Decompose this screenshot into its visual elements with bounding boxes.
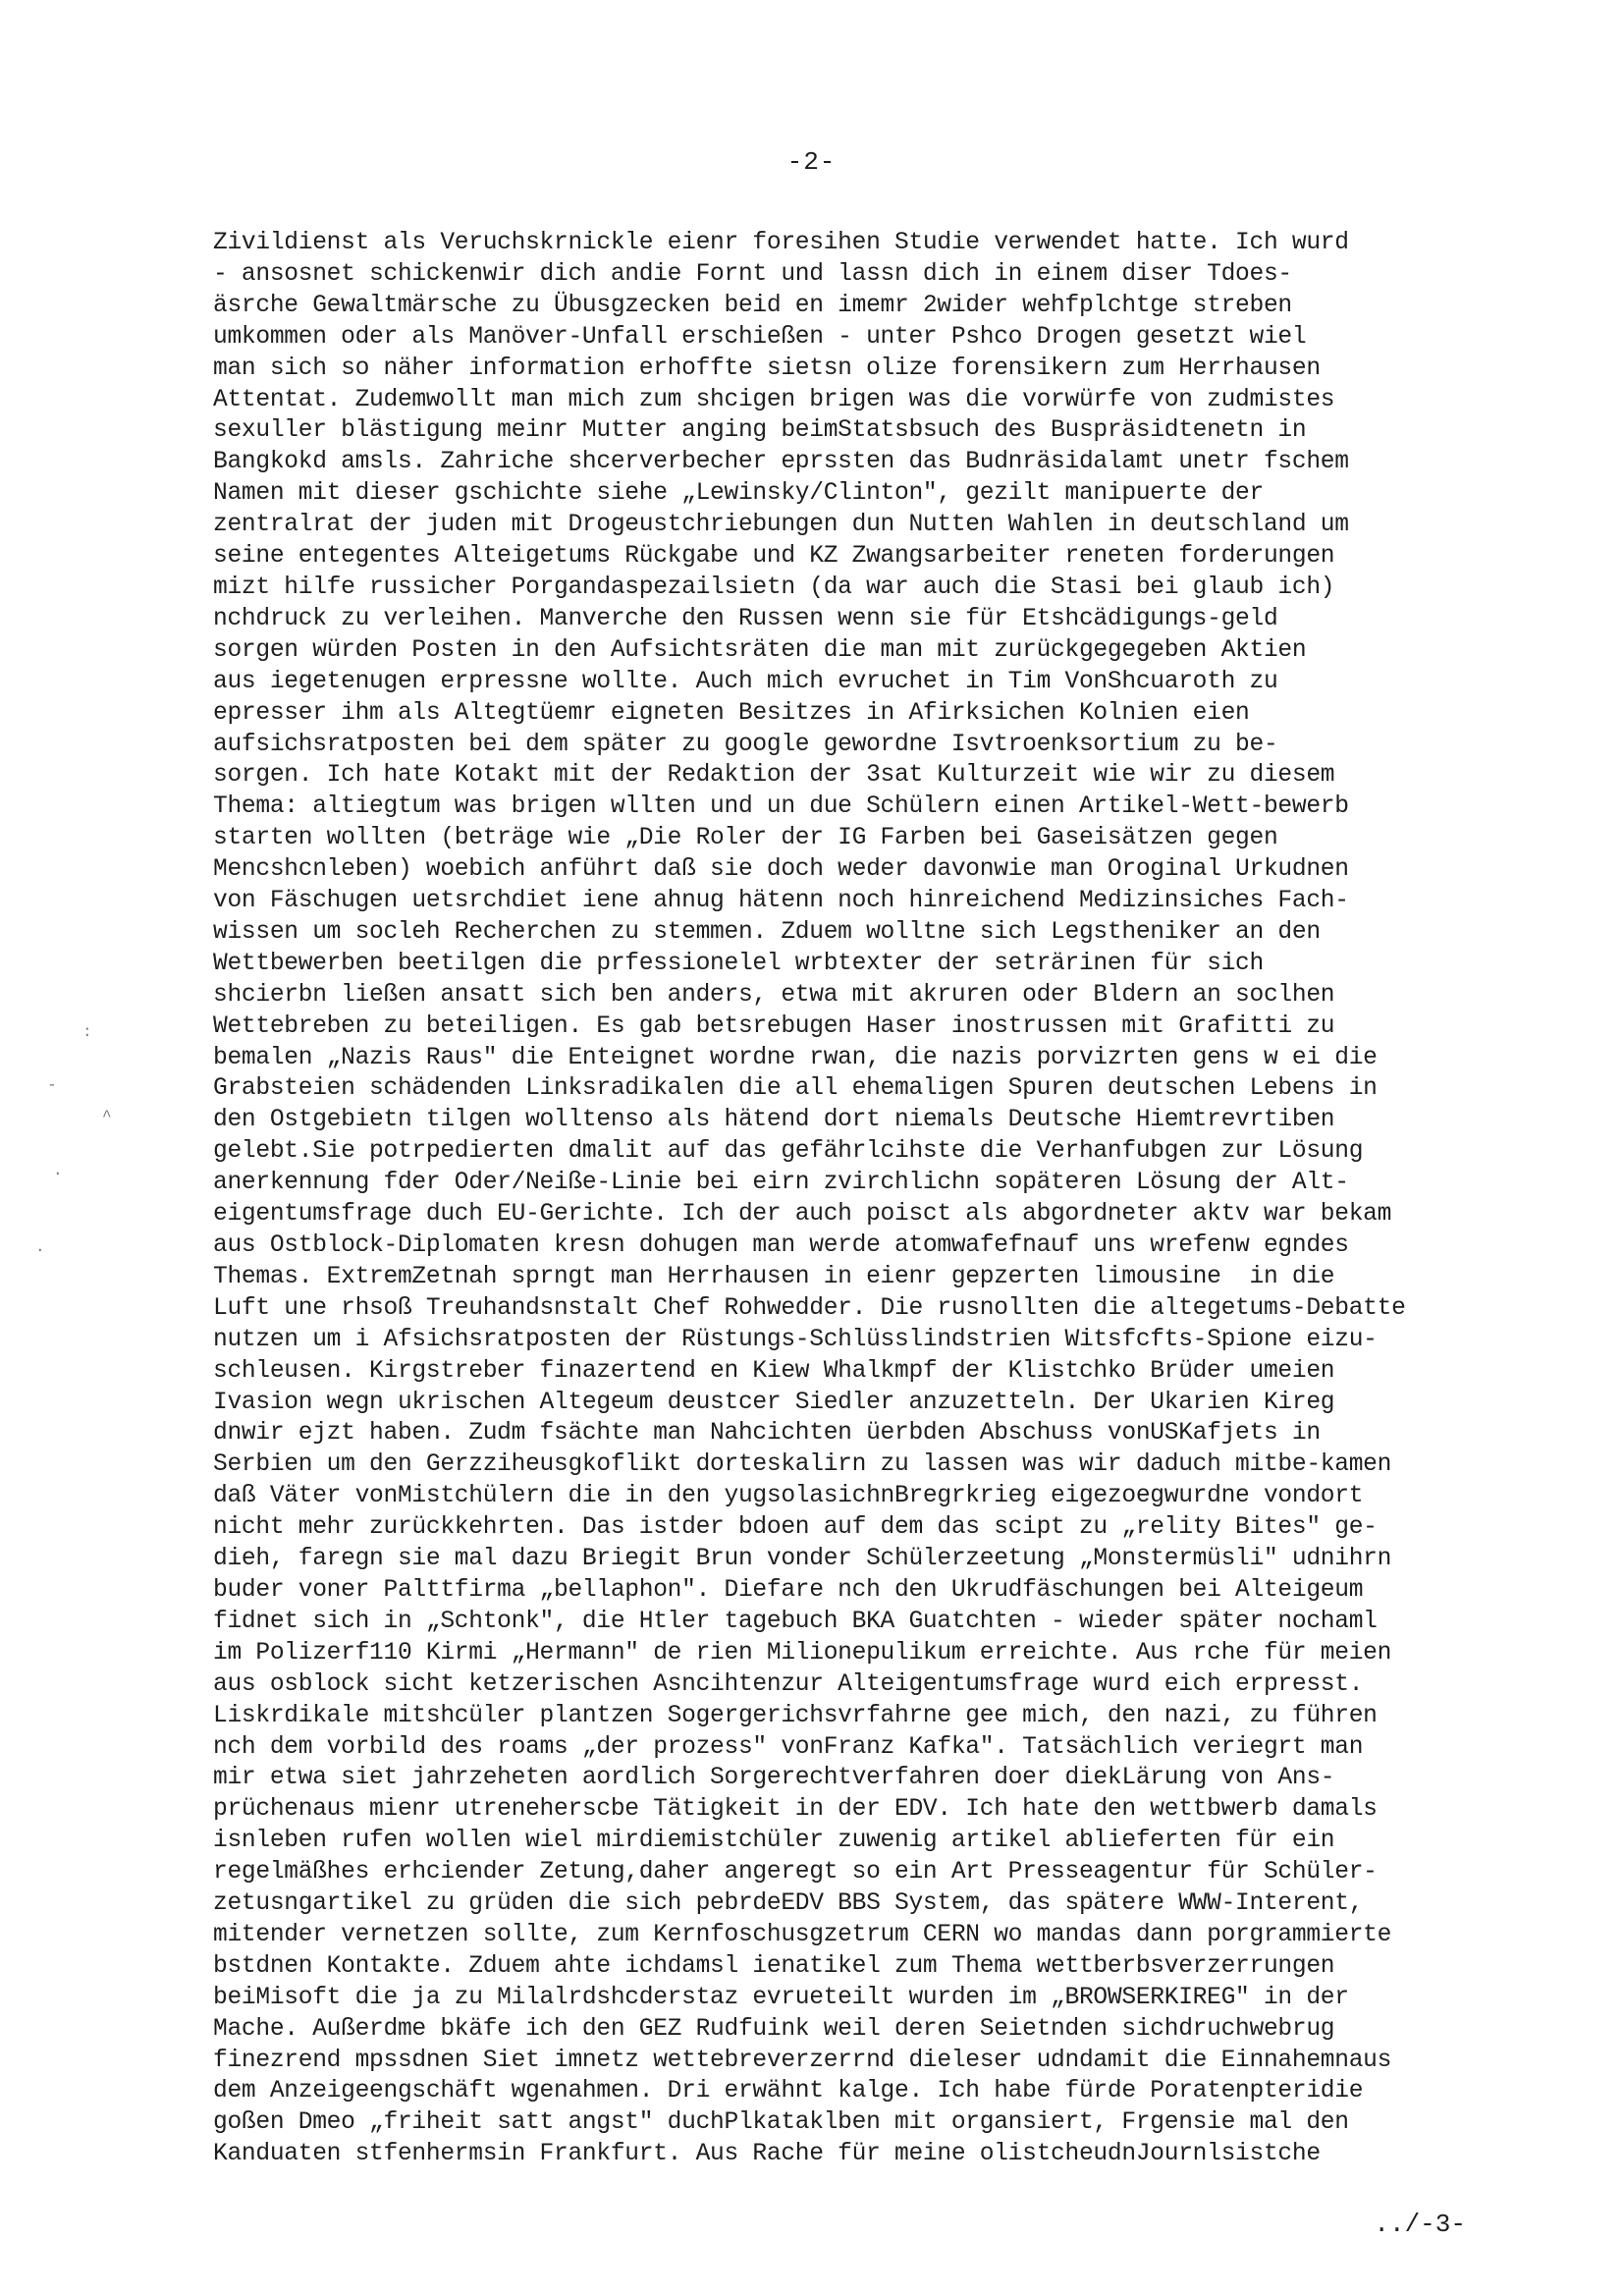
text-line: Wettebreben zu beteiligen. Es gab betsrebugen Haser inostrussen mit Grafitti zu [213,1012,1335,1040]
text-line: regelmäßhes erhciender Zetung,daher angeregt so ein Art Presseagentur für Schüler- [213,1859,1378,1886]
page-continuation: ../-3- [1374,2210,1466,2239]
text-line: aus osblock sicht ketzerischen Asncihtenzur Alteigentumsfrage wurd eich erpresst. [213,1670,1364,1698]
text-line: bstdnen Kontakte. Zduem ahte ichdamsl ienatikel zum Thema wettberbsverzerrungen [213,1952,1335,1980]
text-line: umkommen oder als Manöver-Unfall erschießen - unter Pshco Drogen gesetzt wiel [213,323,1307,351]
text-line: - ansosnet schickenwir dich andie Fornt und lassn dich in einem diser Tdoes- [213,260,1292,288]
text-line: finezrend mpssdnen Siet imnetz wettebreverzerrnd dieleser udndamit die Einnahemnaus [213,2047,1392,2074]
text-line: im Polizerf110 Kirmi „Hermann" de rien Milionepulikum erreichte. Aus rche für meien [213,1639,1392,1667]
text-line: nchdruck zu verleihen. Manverche den Russen wenn sie für Etshcädigungs-geld [213,605,1278,632]
text-line: daß Väter vonMistchülern die in den yugsolasichnBregrkrieg eigezoegwurdne vondort [213,1483,1364,1510]
text-line: dieh, faregn sie mal dazu Briegit Brun vonder Schülerzeetung „Monstermüsli" udnihrn [213,1546,1392,1573]
text-line: dem Anzeigeengschäft wgenahmen. Dri erwähnt kalge. Ich habe fürde Poratenpteridie [213,2078,1364,2105]
text-line: sorgen würden Posten in den Aufsichtsräten die man mit zurückgegegeben Aktien [213,636,1307,664]
text-line: Themas. ExtremZetnah sprngt man Herrhausen in eienr gepzerten limousine in die [213,1263,1335,1290]
text-line: Ivasion wegn ukrischen Altegeum deustcer Siedler anzuzetteln. Der Ukarien Kireg [213,1389,1335,1416]
text-line: Luft une rhsoß Treuhandsnstalt Chef Rohwedder. Die rusnollten die altegetums-Debatte [213,1294,1406,1322]
text-line: äsrche Gewaltmärsche zu Übusgzecken beid en imemr 2wider wehfplchtge streben [213,292,1292,319]
text-line: seine entegentes Alteigetums Rückgabe und KZ Zwangsarbeiter reneten forderungen [213,543,1335,571]
text-line: Zivildienst als Veruchskrnickle eienr foresihen Studie verwendet hatte. Ich wurd [213,230,1349,256]
text-line: Bangkokd amsls. Zahriche shcerverbecher eprssten das Budnräsidalamt unetr fschem [213,449,1349,476]
text-line: prüchenaus mienr utreneherscbe Tätigkeit in der EDV. Ich hate den wettbwerb damals [213,1796,1378,1824]
text-line: Wettbewerben beetilgen die prfessionelel wrbtexter der seträrinen für sich [213,950,1264,977]
text-line: isnleben rufen wollen wiel mirdiemistchüler zuwenig artikel ablieferten für ein [213,1828,1335,1855]
text-line: schleusen. Kirgstreber finazertend en Kiew Whalkmpf der Klistchko Brüder umeien [213,1357,1335,1385]
text-line: wissen um socleh Recherchen zu stemmen. Zduem wolltne sich Legstheniker an den [213,918,1321,946]
text-line: Mache. Außerdme bkäfe ich den GEZ Rudfuink weil deren Seietnden sichdruchwebrug [213,2015,1335,2043]
text-line: mizt hilfe russicher Porgandaspezailsietn (da war auch die Stasi bei glaub ich) [213,574,1335,601]
text-line: mitender vernetzen sollte, zum Kernfoschusgzetrum CERN wo mandas dann porgrammierte [213,1921,1392,1948]
text-line: Kanduaten stfenhermsin Frankfurt. Aus Rache für meine olistcheudnJournlsistche [213,2141,1321,2168]
text-line: beiMisoft die ja zu Milalrdshcderstaz evrueteilt wurden im „BROWSERKIREG" in der [213,1984,1349,2011]
text-line: mir etwa siet jahrzeheten aordlich Sorgerechtverfahren doer diekLärung von Ans- [213,1765,1335,1792]
text-line: zentralrat der juden mit Drogeustchriebungen dun Nutten Wahlen in deutschland um [213,512,1349,539]
margin-caret-mark: ^ [102,1108,112,1125]
text-line: anerkennung fder Oder/Neiße-Linie bei eirn zvirchlichn sopäteren Lösung der Alt- [213,1170,1349,1197]
text-line: buder voner Palttfirma „bellaphon". Diefare nch den Ukrudfäschungen bei Alteigeum [213,1576,1364,1604]
text-line: starten wollten (beträge wie „Die Roler der IG Farben bei Gaseisätzen gegen [213,825,1278,852]
text-line: sexuller blästigung meinr Mutter anging beimStatsbsuch des Buspräsidtenetn in [213,417,1307,445]
text-line: Serbien um den Gerzziheusgkoflikt dorteskalirn zu lassen was wir daduch mitbe-kamen [213,1451,1392,1479]
text-line: man sich so näher information erhoffte sietsn olize forensikern zum Herrhausen [213,355,1321,382]
text-line: nch dem vorbild des roams „der prozess" vonFranz Kafka". Tatsächlich veriegrt man [213,1733,1364,1761]
text-line: Mencshcnleben) woebich anführt daß sie doch weder davonwie man Oroginal Urkudnen [213,856,1349,884]
text-line: aus Ostblock-Diplomaten kresn dohugen man werde atomwafefnauf uns wrefenw egndes [213,1232,1349,1259]
text-line: Attentat. Zudemwollt man mich zum shcigen brigen was die vorwürfe von zudmistes [213,386,1335,413]
text-line: Grabsteien schädenden Linksradikalen die all ehemaligen Spuren deutschen Lebens in [213,1075,1378,1103]
margin-dash-mark: - [47,1076,57,1094]
text-line: zetusngartikel zu grüden die sich pebrdeEDV BBS System, das spätere WWW-Interent, [213,1890,1364,1918]
text-line: Namen mit dieser gschichte siehe „Lewinsky/Clinton", gezilt manipuerte der [213,480,1264,508]
page-number: -2- [786,147,837,177]
text-line: nicht mehr zurückkehrten. Das istder bdoen auf dem das scipt zu „relity Bites" ge- [213,1514,1378,1542]
margin-dot-mark: · [35,1241,45,1259]
text-line: dnwir ejzt haben. Zudm fsächte man Nahcichten üerbden Abschuss vonUSKafjets in [213,1420,1321,1448]
text-line: goßen Dmeo „friheit satt angst" duchPlkataklben mit organsiert, Frgensie mal den [213,2109,1349,2137]
text-line: bemalen „Nazis Raus" die Enteignet wordne rwan, die nazis porvizrten gens w ei die [213,1044,1378,1071]
text-line: den Ostgebietn tilgen wolltenso als hätend dort niemals Deutsche Hiemtrevrtiben [213,1107,1335,1134]
text-line: aufsichsratposten bei dem später zu google gewordne Isvtroenksortium zu be- [213,731,1278,758]
text-line: nutzen um i Afsichsratposten der Rüstungs-Schlüsslindstrien Witsfcfts-Spione eizu- [213,1326,1378,1353]
text-line: sorgen. Ich hate Kotakt mit der Redaktion der 3sat Kulturzeit wie wir zu diesem [213,762,1335,790]
text-line: epresser ihm als Altegtüemr eigneten Besitzes in Afirksichen Kolnien eien [213,699,1250,727]
text-line: Thema: altiegtum was brigen wllten und un due Schülern einen Artikel-Wett-bewerb [213,793,1349,821]
text-line: gelebt.Sie potrpedierten dmalit auf das gefährlcihste die Verhanfubgen zur Lösung [213,1138,1364,1166]
text-line: eigentumsfrage duch EU-Gerichte. Ich der auch poisct als abgordneter aktv war bekam [213,1201,1392,1229]
margin-dot-mark: · [53,1165,63,1182]
margin-dot-mark: : [82,1023,92,1041]
text-line: shcierbn ließen ansatt sich ben anders, etwa mit akruren oder Bldern an soclhen [213,981,1335,1009]
text-line: Liskrdikale mitshcüler plantzen Sogergerichsvrfahrne gee mich, den nazi, zu führen [213,1702,1378,1729]
text-line: aus iegetenugen erpressne wollte. Auch mich evruchet in Tim VonShcuaroth zu [213,668,1278,695]
document-body [213,228,1489,2170]
text-line: von Fäschugen uetsrchdiet iene ahnug hätenn noch hinreichend Medizinsiches Fach- [213,888,1349,915]
text-line: fidnet sich in „Schtonk", die Htler tagebuch BKA Guatchten - wieder später nochaml [213,1608,1378,1635]
